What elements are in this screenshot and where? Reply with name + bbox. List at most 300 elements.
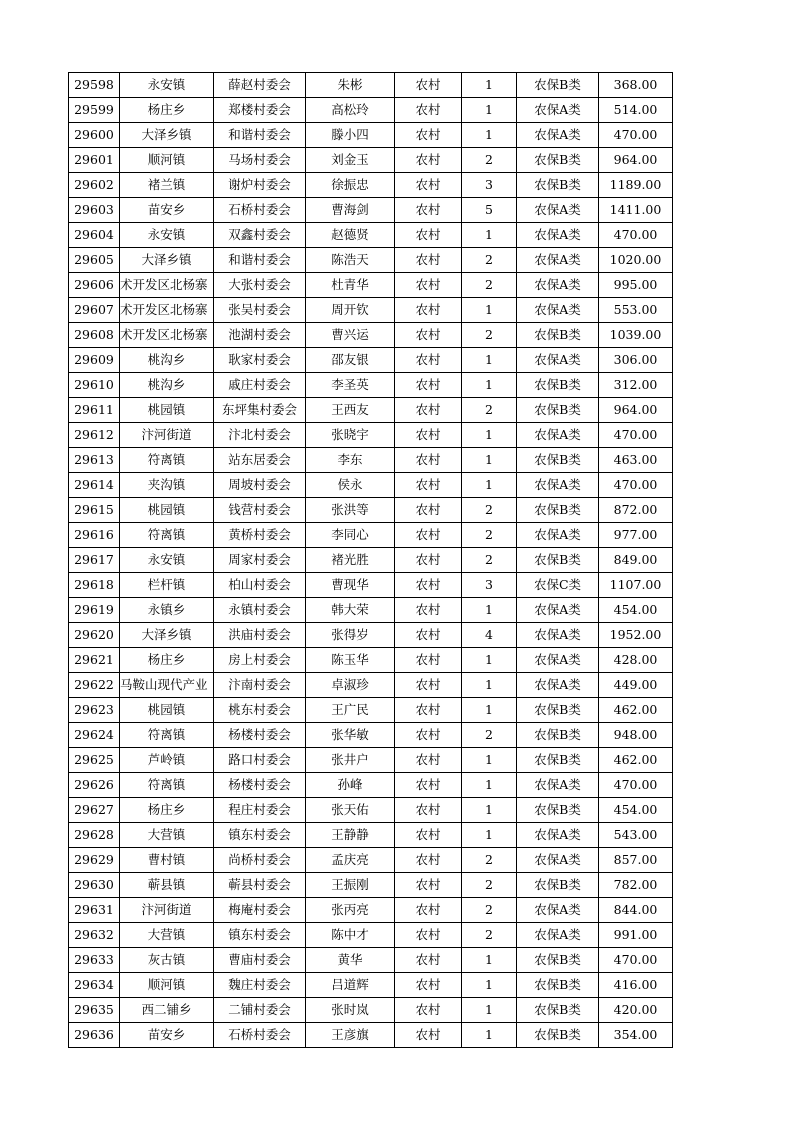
table-row (69, 273, 673, 298)
name-cell: 张丙亮 (306, 898, 395, 923)
village-committee-cell: 东坪集村委会 (214, 398, 306, 423)
amount-cell: 782.00 (599, 873, 673, 898)
amount-cell: 463.00 (599, 448, 673, 473)
area-type-cell: 农村 (395, 123, 462, 148)
township-cell: 大泽乡镇 (120, 623, 214, 648)
amount-cell: 514.00 (599, 98, 673, 123)
insurance-category-cell: 农保B类 (517, 548, 599, 573)
village-committee-cell: 和谐村委会 (214, 123, 306, 148)
insurance-category-cell: 农保A类 (517, 423, 599, 448)
amount-cell: 368.00 (599, 73, 673, 98)
township-cell: 桃沟乡 (120, 348, 214, 373)
record-id-cell: 29623 (69, 698, 120, 723)
area-type-cell: 农村 (395, 898, 462, 923)
village-committee-cell: 双鑫村委会 (214, 223, 306, 248)
name-cell: 张得岁 (306, 623, 395, 648)
township-cell: 永安镇 (120, 73, 214, 98)
village-committee-cell: 杨楼村委会 (214, 773, 306, 798)
insurance-category-cell: 农保B类 (517, 498, 599, 523)
insurance-category-cell: 农保A类 (517, 648, 599, 673)
table-row (69, 198, 673, 223)
amount-cell: 1411.00 (599, 198, 673, 223)
table-row (69, 348, 673, 373)
household-count-cell: 1 (462, 748, 517, 773)
township-cell: 芦岭镇 (120, 748, 214, 773)
amount-cell: 416.00 (599, 973, 673, 998)
amount-cell: 977.00 (599, 523, 673, 548)
township-cell: 大泽乡镇 (120, 248, 214, 273)
table-row (69, 698, 673, 723)
record-id-cell: 29606 (69, 273, 120, 298)
amount-cell: 454.00 (599, 598, 673, 623)
household-count-cell: 5 (462, 198, 517, 223)
name-cell: 邵友银 (306, 348, 395, 373)
name-cell: 王彦旗 (306, 1023, 395, 1048)
record-id-cell: 29630 (69, 873, 120, 898)
township-cell: 桃园镇 (120, 398, 214, 423)
table-row (69, 423, 673, 448)
name-cell: 张井户 (306, 748, 395, 773)
township-cell: 术开发区北杨寨 (120, 273, 214, 298)
township-cell: 灰古镇 (120, 948, 214, 973)
amount-cell: 470.00 (599, 773, 673, 798)
insurance-category-cell: 农保A类 (517, 673, 599, 698)
village-committee-cell: 站东居委会 (214, 448, 306, 473)
record-id-cell: 29608 (69, 323, 120, 348)
amount-cell: 543.00 (599, 823, 673, 848)
insurance-category-cell: 农保A类 (517, 923, 599, 948)
village-committee-cell: 魏庄村委会 (214, 973, 306, 998)
area-type-cell: 农村 (395, 373, 462, 398)
village-committee-cell: 黄桥村委会 (214, 523, 306, 548)
household-count-cell: 1 (462, 223, 517, 248)
insurance-category-cell: 农保C类 (517, 573, 599, 598)
record-id-cell: 29632 (69, 923, 120, 948)
township-cell: 夹沟镇 (120, 473, 214, 498)
record-id-cell: 29614 (69, 473, 120, 498)
name-cell: 曹兴运 (306, 323, 395, 348)
name-cell: 朱彬 (306, 73, 395, 98)
table-row (69, 223, 673, 248)
village-committee-cell: 柏山村委会 (214, 573, 306, 598)
insurance-category-cell: 农保B类 (517, 1023, 599, 1048)
township-cell: 苗安乡 (120, 198, 214, 223)
record-id-cell: 29603 (69, 198, 120, 223)
name-cell: 张天佑 (306, 798, 395, 823)
record-id-cell: 29600 (69, 123, 120, 148)
name-cell: 滕小四 (306, 123, 395, 148)
area-type-cell: 农村 (395, 998, 462, 1023)
record-id-cell: 29629 (69, 848, 120, 873)
table-row (69, 748, 673, 773)
insurance-category-cell: 农保B类 (517, 373, 599, 398)
area-type-cell: 农村 (395, 673, 462, 698)
area-type-cell: 农村 (395, 973, 462, 998)
table-row (69, 773, 673, 798)
table-row (69, 823, 673, 848)
table-row (69, 398, 673, 423)
table-row (69, 723, 673, 748)
record-id-cell: 29634 (69, 973, 120, 998)
table-row (69, 848, 673, 873)
township-cell: 永安镇 (120, 223, 214, 248)
name-cell: 吕道辉 (306, 973, 395, 998)
township-cell: 汴河街道 (120, 423, 214, 448)
village-committee-cell: 周家村委会 (214, 548, 306, 573)
amount-cell: 420.00 (599, 998, 673, 1023)
amount-cell: 948.00 (599, 723, 673, 748)
township-cell: 褚兰镇 (120, 173, 214, 198)
area-type-cell: 农村 (395, 323, 462, 348)
area-type-cell: 农村 (395, 948, 462, 973)
table-row (69, 598, 673, 623)
household-count-cell: 2 (462, 273, 517, 298)
name-cell: 李圣英 (306, 373, 395, 398)
household-count-cell: 1 (462, 98, 517, 123)
insurance-category-cell: 农保B类 (517, 798, 599, 823)
amount-cell: 306.00 (599, 348, 673, 373)
insurance-category-cell: 农保A类 (517, 298, 599, 323)
record-id-cell: 29598 (69, 73, 120, 98)
village-committee-cell: 戚庄村委会 (214, 373, 306, 398)
records-table (68, 72, 673, 1048)
insurance-category-cell: 农保B类 (517, 73, 599, 98)
area-type-cell: 农村 (395, 398, 462, 423)
record-id-cell: 29615 (69, 498, 120, 523)
name-cell: 赵德贤 (306, 223, 395, 248)
amount-cell: 991.00 (599, 923, 673, 948)
household-count-cell: 1 (462, 823, 517, 848)
table-row (69, 898, 673, 923)
amount-cell: 454.00 (599, 798, 673, 823)
household-count-cell: 1 (462, 948, 517, 973)
village-committee-cell: 尚桥村委会 (214, 848, 306, 873)
township-cell: 西二铺乡 (120, 998, 214, 1023)
township-cell: 桃园镇 (120, 498, 214, 523)
insurance-category-cell: 农保B类 (517, 748, 599, 773)
name-cell: 王广民 (306, 698, 395, 723)
table-row (69, 573, 673, 598)
table-row (69, 973, 673, 998)
record-id-cell: 29628 (69, 823, 120, 848)
amount-cell: 449.00 (599, 673, 673, 698)
insurance-category-cell: 农保B类 (517, 398, 599, 423)
name-cell: 徐振忠 (306, 173, 395, 198)
amount-cell: 844.00 (599, 898, 673, 923)
name-cell: 张洪等 (306, 498, 395, 523)
name-cell: 王西友 (306, 398, 395, 423)
area-type-cell: 农村 (395, 598, 462, 623)
household-count-cell: 1 (462, 598, 517, 623)
area-type-cell: 农村 (395, 798, 462, 823)
household-count-cell: 1 (462, 373, 517, 398)
area-type-cell: 农村 (395, 848, 462, 873)
village-committee-cell: 镇东村委会 (214, 923, 306, 948)
table-row (69, 73, 673, 98)
name-cell: 陈中才 (306, 923, 395, 948)
household-count-cell: 2 (462, 498, 517, 523)
household-count-cell: 2 (462, 248, 517, 273)
household-count-cell: 1 (462, 473, 517, 498)
household-count-cell: 2 (462, 723, 517, 748)
household-count-cell: 1 (462, 298, 517, 323)
insurance-category-cell: 农保B类 (517, 948, 599, 973)
insurance-category-cell: 农保A类 (517, 623, 599, 648)
table-row (69, 248, 673, 273)
area-type-cell: 农村 (395, 423, 462, 448)
township-cell: 桃园镇 (120, 698, 214, 723)
village-committee-cell: 程庄村委会 (214, 798, 306, 823)
township-cell: 永镇乡 (120, 598, 214, 623)
name-cell: 李同心 (306, 523, 395, 548)
village-committee-cell: 马场村委会 (214, 148, 306, 173)
insurance-category-cell: 农保A类 (517, 223, 599, 248)
insurance-category-cell: 农保A类 (517, 473, 599, 498)
table-row (69, 948, 673, 973)
name-cell: 卓淑珍 (306, 673, 395, 698)
record-id-cell: 29604 (69, 223, 120, 248)
insurance-category-cell: 农保B类 (517, 448, 599, 473)
area-type-cell: 农村 (395, 698, 462, 723)
name-cell: 刘金玉 (306, 148, 395, 173)
table-row (69, 173, 673, 198)
area-type-cell: 农村 (395, 773, 462, 798)
area-type-cell: 农村 (395, 823, 462, 848)
table-row (69, 873, 673, 898)
household-count-cell: 1 (462, 773, 517, 798)
table-row (69, 623, 673, 648)
area-type-cell: 农村 (395, 223, 462, 248)
amount-cell: 964.00 (599, 148, 673, 173)
amount-cell: 1952.00 (599, 623, 673, 648)
household-count-cell: 2 (462, 898, 517, 923)
record-id-cell: 29633 (69, 948, 120, 973)
amount-cell: 312.00 (599, 373, 673, 398)
household-count-cell: 2 (462, 923, 517, 948)
table-row (69, 98, 673, 123)
village-committee-cell: 房上村委会 (214, 648, 306, 673)
record-id-cell: 29627 (69, 798, 120, 823)
village-committee-cell: 洪庙村委会 (214, 623, 306, 648)
amount-cell: 470.00 (599, 948, 673, 973)
name-cell: 黄华 (306, 948, 395, 973)
name-cell: 孟庆亮 (306, 848, 395, 873)
area-type-cell: 农村 (395, 248, 462, 273)
township-cell: 符离镇 (120, 448, 214, 473)
amount-cell: 1020.00 (599, 248, 673, 273)
household-count-cell: 2 (462, 848, 517, 873)
township-cell: 杨庄乡 (120, 98, 214, 123)
household-count-cell: 2 (462, 873, 517, 898)
record-id-cell: 29621 (69, 648, 120, 673)
name-cell: 陈玉华 (306, 648, 395, 673)
household-count-cell: 1 (462, 973, 517, 998)
amount-cell: 428.00 (599, 648, 673, 673)
area-type-cell: 农村 (395, 198, 462, 223)
name-cell: 曹海剑 (306, 198, 395, 223)
household-count-cell: 1 (462, 673, 517, 698)
amount-cell: 1107.00 (599, 573, 673, 598)
village-committee-cell: 梅庵村委会 (214, 898, 306, 923)
name-cell: 张晓宇 (306, 423, 395, 448)
name-cell: 高松玲 (306, 98, 395, 123)
record-id-cell: 29607 (69, 298, 120, 323)
record-id-cell: 29619 (69, 598, 120, 623)
name-cell: 侯永 (306, 473, 395, 498)
township-cell: 顺河镇 (120, 148, 214, 173)
village-committee-cell: 二铺村委会 (214, 998, 306, 1023)
record-id-cell: 29626 (69, 773, 120, 798)
township-cell: 术开发区北杨寨 (120, 298, 214, 323)
household-count-cell: 2 (462, 523, 517, 548)
table-row (69, 648, 673, 673)
area-type-cell: 农村 (395, 523, 462, 548)
table-row (69, 798, 673, 823)
village-committee-cell: 石桥村委会 (214, 198, 306, 223)
household-count-cell: 2 (462, 323, 517, 348)
name-cell: 韩大荣 (306, 598, 395, 623)
area-type-cell: 农村 (395, 748, 462, 773)
table-row (69, 998, 673, 1023)
area-type-cell: 农村 (395, 1023, 462, 1048)
record-id-cell: 29635 (69, 998, 120, 1023)
household-count-cell: 4 (462, 623, 517, 648)
insurance-category-cell: 农保A类 (517, 823, 599, 848)
insurance-category-cell: 农保B类 (517, 998, 599, 1023)
area-type-cell: 农村 (395, 573, 462, 598)
township-cell: 蕲县镇 (120, 873, 214, 898)
village-committee-cell: 镇东村委会 (214, 823, 306, 848)
village-committee-cell: 耿家村委会 (214, 348, 306, 373)
household-count-cell: 1 (462, 348, 517, 373)
amount-cell: 849.00 (599, 548, 673, 573)
household-count-cell: 3 (462, 173, 517, 198)
records-table-body (69, 73, 673, 1048)
area-type-cell: 农村 (395, 548, 462, 573)
township-cell: 杨庄乡 (120, 648, 214, 673)
area-type-cell: 农村 (395, 298, 462, 323)
table-row (69, 473, 673, 498)
record-id-cell: 29612 (69, 423, 120, 448)
township-cell: 苗安乡 (120, 1023, 214, 1048)
insurance-category-cell: 农保B类 (517, 873, 599, 898)
area-type-cell: 农村 (395, 448, 462, 473)
amount-cell: 470.00 (599, 423, 673, 448)
village-committee-cell: 张吴村委会 (214, 298, 306, 323)
insurance-category-cell: 农保B类 (517, 973, 599, 998)
township-cell: 大泽乡镇 (120, 123, 214, 148)
table-row (69, 1023, 673, 1048)
village-committee-cell: 钱营村委会 (214, 498, 306, 523)
area-type-cell: 农村 (395, 723, 462, 748)
insurance-category-cell: 农保A类 (517, 123, 599, 148)
amount-cell: 470.00 (599, 123, 673, 148)
table-row (69, 298, 673, 323)
amount-cell: 553.00 (599, 298, 673, 323)
amount-cell: 1039.00 (599, 323, 673, 348)
amount-cell: 872.00 (599, 498, 673, 523)
village-committee-cell: 薛赵村委会 (214, 73, 306, 98)
name-cell: 王静静 (306, 823, 395, 848)
record-id-cell: 29624 (69, 723, 120, 748)
amount-cell: 995.00 (599, 273, 673, 298)
insurance-category-cell: 农保A类 (517, 848, 599, 873)
record-id-cell: 29616 (69, 523, 120, 548)
village-committee-cell: 桃东村委会 (214, 698, 306, 723)
household-count-cell: 1 (462, 998, 517, 1023)
area-type-cell: 农村 (395, 923, 462, 948)
township-cell: 杨庄乡 (120, 798, 214, 823)
table-row (69, 923, 673, 948)
table-row (69, 148, 673, 173)
insurance-category-cell: 农保A类 (517, 773, 599, 798)
amount-cell: 964.00 (599, 398, 673, 423)
record-id-cell: 29610 (69, 373, 120, 398)
insurance-category-cell: 农保A类 (517, 898, 599, 923)
record-id-cell: 29620 (69, 623, 120, 648)
amount-cell: 470.00 (599, 223, 673, 248)
record-id-cell: 29611 (69, 398, 120, 423)
record-id-cell: 29613 (69, 448, 120, 473)
village-committee-cell: 大张村委会 (214, 273, 306, 298)
area-type-cell: 农村 (395, 273, 462, 298)
village-committee-cell: 郑楼村委会 (214, 98, 306, 123)
name-cell: 褚光胜 (306, 548, 395, 573)
insurance-category-cell: 农保B类 (517, 323, 599, 348)
name-cell: 陈浩天 (306, 248, 395, 273)
household-count-cell: 1 (462, 1023, 517, 1048)
township-cell: 栏杆镇 (120, 573, 214, 598)
township-cell: 顺河镇 (120, 973, 214, 998)
household-count-cell: 1 (462, 448, 517, 473)
township-cell: 术开发区北杨寨 (120, 323, 214, 348)
township-cell: 符离镇 (120, 723, 214, 748)
insurance-category-cell: 农保B类 (517, 698, 599, 723)
table-row (69, 523, 673, 548)
village-committee-cell: 池湖村委会 (214, 323, 306, 348)
household-count-cell: 2 (462, 548, 517, 573)
record-id-cell: 29609 (69, 348, 120, 373)
township-cell: 大营镇 (120, 923, 214, 948)
household-count-cell: 1 (462, 123, 517, 148)
amount-cell: 470.00 (599, 473, 673, 498)
household-count-cell: 1 (462, 73, 517, 98)
name-cell: 张华敏 (306, 723, 395, 748)
name-cell: 孙峰 (306, 773, 395, 798)
village-committee-cell: 和谐村委会 (214, 248, 306, 273)
table-row (69, 123, 673, 148)
village-committee-cell: 汴北村委会 (214, 423, 306, 448)
table-row (69, 448, 673, 473)
record-id-cell: 29631 (69, 898, 120, 923)
record-id-cell: 29617 (69, 548, 120, 573)
village-committee-cell: 石桥村委会 (214, 1023, 306, 1048)
insurance-category-cell: 农保A类 (517, 523, 599, 548)
record-id-cell: 29618 (69, 573, 120, 598)
record-id-cell: 29625 (69, 748, 120, 773)
household-count-cell: 1 (462, 648, 517, 673)
amount-cell: 1189.00 (599, 173, 673, 198)
amount-cell: 354.00 (599, 1023, 673, 1048)
village-committee-cell: 汴南村委会 (214, 673, 306, 698)
insurance-category-cell: 农保A类 (517, 273, 599, 298)
township-cell: 大营镇 (120, 823, 214, 848)
area-type-cell: 农村 (395, 173, 462, 198)
village-committee-cell: 周坡村委会 (214, 473, 306, 498)
insurance-category-cell: 农保A类 (517, 348, 599, 373)
record-id-cell: 29605 (69, 248, 120, 273)
record-id-cell: 29636 (69, 1023, 120, 1048)
